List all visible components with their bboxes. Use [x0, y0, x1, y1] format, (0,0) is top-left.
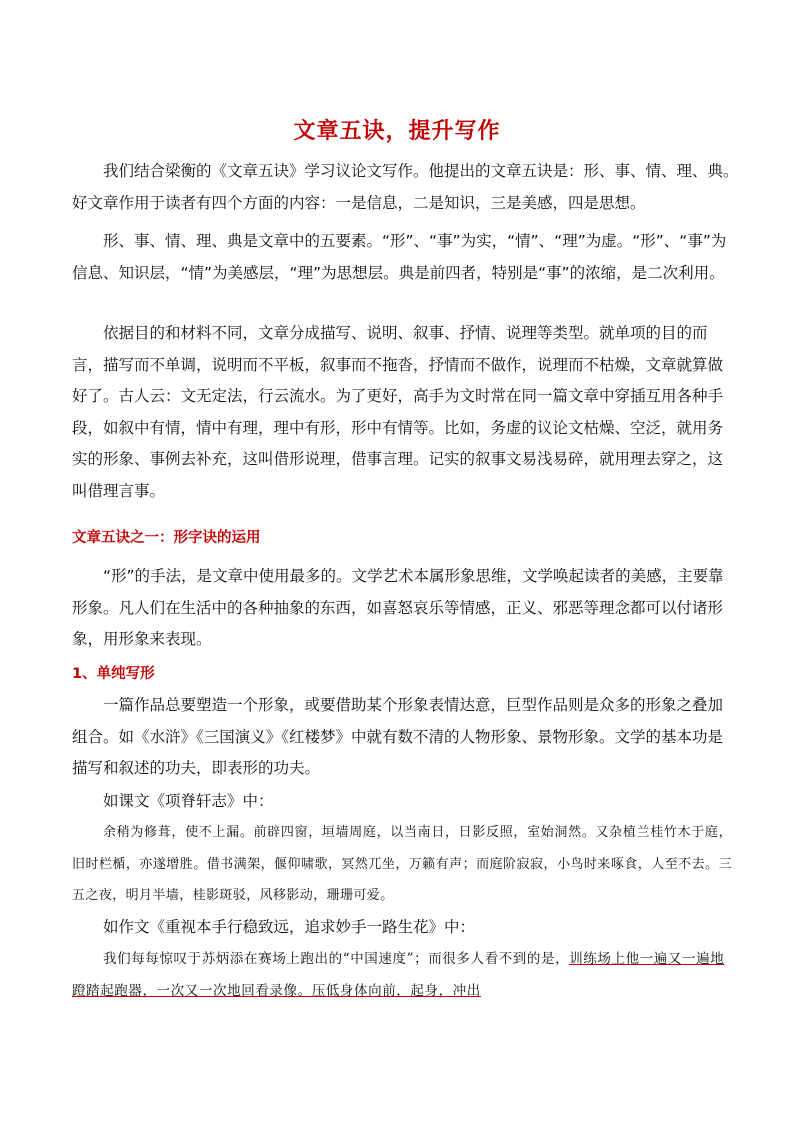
example-2-quote-underlined: 训练场上他一遍又一遍地蹬踏起跑器，一次又一次地回看录像。压低身体向前，起身，冲出: [72, 951, 725, 999]
example-2-quote-plain: 我们每每惊叹于苏炳添在赛场上跑出的“中国速度”；而很多人看不到的是，: [103, 951, 570, 967]
example-2-intro: 如作文《重视本手行稳致远，追求妙手一路生花》中：: [103, 918, 476, 936]
subsection-heading: 1、单纯写形: [72, 666, 155, 682]
intro-paragraph-3: 依据目的和材料不同，文章分成描写、说明、叙事、抒情、说理等类型。就单项的目的而言，描写而不单调，说明而不平板，叙事而不拖沓，抒情而不做作，说理而不枯燥，文章就算做好了。古人云：文无定法，行云流水。为了更好，高手为文时常在同一篇文章中穿插互用各种手段，如叙中有情，情中有理，理中有形，形中有情等。比如，务虚的议论文枯燥、空泛，就用务实的形象、事例去补充，这叫借形说理，借事言理。记实的叙事文易浅易碎，就用理去穿之，这叫借理言事。: [72, 324, 724, 500]
page-title: 文章五诀，提升写作: [293, 119, 501, 144]
example-1-intro: 如课文《项脊轩志》中：: [103, 792, 274, 810]
section-paragraph-1: “形”的手法，是文章中使用最多的。文学艺术本属形象思维，文学唤起读者的美感，主要靠形象。凡人们在生活中的各种抽象的东西，如喜怒哀乐等情感，正义、邪恶等理念都可以付诸形象，用形象来表现。: [72, 567, 724, 648]
subsection-paragraph-1: 一篇作品总要塑造一个形象，或要借助某个形象表情达意，巨型作品则是众多的形象之叠加组合。如《水浒》《三国演义》《红楼梦》中就有数不清的人物形象、景物形象。文学的基本功是描写和叙述的功夫，即表形的功夫。: [72, 696, 724, 777]
example-2-quote: [72, 943, 732, 1007]
example-1-quote: 余稍为修葺，使不上漏。前辟四窗，垣墙周庭，以当南日，日影反照，室始洞然。又杂植兰桂竹木于庭，旧时栏楯，亦遂增胜。借书满架，偃仰啸歌，冥然兀坐，万籁有声；而庭阶寂寂，小鸟时来啄食，人至不去。三五之夜，明月半墙，桂影斑驳，风移影动，珊珊可爱。: [72, 825, 732, 903]
intro-paragraph-2: 形、事、情、理、典是文章中的五要素。“形”、“事”为实，“情”、“理”为虚。“形”、“事”为信息、知识层，“情”为美感层，“理”为思想层。典是前四者，特别是“事”的浓缩，是二次利用。: [72, 232, 727, 282]
section-heading: 文章五诀之一：形字诀的运用: [72, 530, 261, 546]
intro-paragraph-1: 我们结合梁衡的《文章五诀》学习议论文写作。他提出的文章五诀是：形、事、情、理、典。 好文章作用于读者有四个方面的内容：一是信息，二是知识，三是美感，四是思想。: [72, 162, 747, 212]
